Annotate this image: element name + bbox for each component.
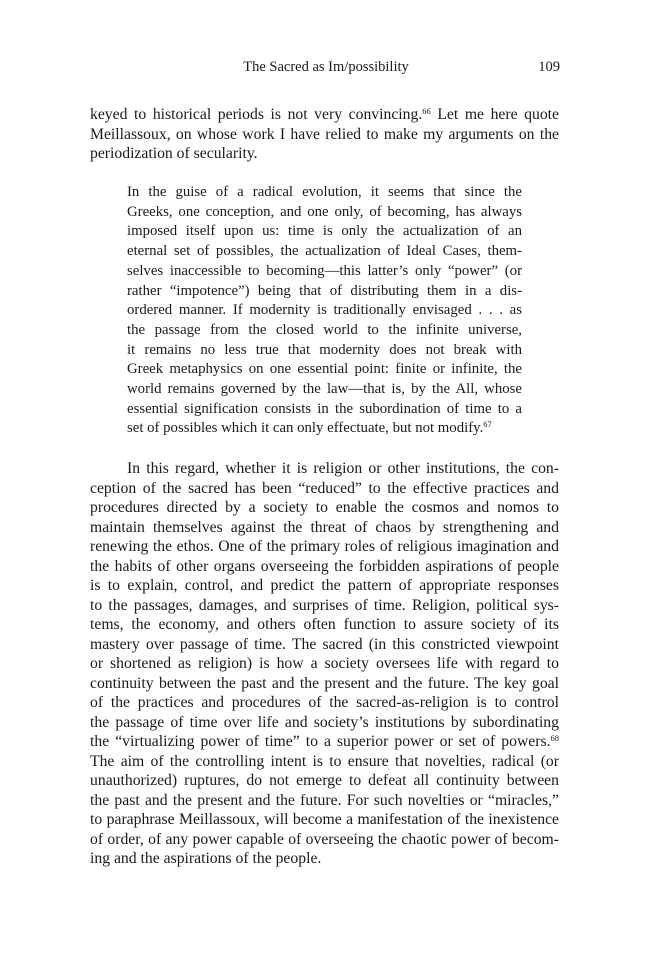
quote-line: rather “impotence”) being that of distributing them in a dis- bbox=[127, 282, 522, 299]
footnote-marker: 67 bbox=[483, 419, 492, 430]
paragraph-text: keyed to historical periods is not very convincing. bbox=[90, 106, 423, 123]
paragraph-line: the passage of time over life and society’s institutions by subordinating bbox=[90, 713, 559, 731]
paragraph-line: Meillassoux, on whose work I have relied to make my arguments on the bbox=[90, 125, 559, 143]
paragraph-line: periodization of secularity. bbox=[90, 145, 258, 162]
paragraph-line: procedures directed by a society to enable the cosmos and nomos to bbox=[90, 499, 559, 516]
quote-line: essential signification consists in the subordination of time to a bbox=[127, 400, 522, 417]
paragraph-line: renewing the ethos. One of the primary roles of religious imagination and bbox=[90, 538, 559, 555]
paragraph-line: of the practices and procedures of the sacred-as-religion is to control bbox=[90, 694, 559, 711]
footnote-marker: 68 bbox=[550, 733, 559, 743]
paragraph-line bbox=[90, 105, 559, 125]
quote-line: ordered manner. If modernity is traditionally envisaged . . . as bbox=[127, 302, 522, 319]
paragraph-text: Let me here quote bbox=[430, 106, 559, 123]
paragraph-line: tems, the economy, and others often function to assure society of its bbox=[90, 616, 559, 633]
quote-line: the passage from the closed world to the infinite universe, bbox=[127, 321, 522, 338]
quote-line: world remains governed by the law—that is, by the All, whose bbox=[127, 381, 522, 398]
paragraph-line: of order, of any power capable of overseeing the chaotic power of becom- bbox=[90, 830, 559, 848]
block-quote bbox=[127, 183, 522, 439]
paragraph-line: unauthorized) ruptures, do not emerge to defeat all continuity between bbox=[90, 772, 559, 789]
quote-line: Greeks, one conception, and one only, of becoming, has always bbox=[127, 203, 522, 220]
quote-line: In the guise of a radical evolution, it seems that since the bbox=[127, 184, 522, 200]
paragraph-line: or shortened as religion) is how a society oversees life with regard to bbox=[90, 655, 559, 672]
paragraph-line: to paraphrase Meillassoux, will become a manifestation of the inexistence bbox=[90, 811, 559, 828]
paragraph-line: mastery over passage of time. The sacred (in this constricted viewpoint bbox=[90, 635, 559, 653]
paragraph-line: ing and the aspirations of the people. bbox=[90, 850, 322, 867]
quote-line bbox=[127, 419, 522, 439]
quote-line: imposed itself upon us: time is only the actualization of an bbox=[127, 223, 522, 240]
quote-line: eternal set of possibles, the actualization of Ideal Cases, them- bbox=[127, 243, 522, 260]
quote-line: Greek metaphysics on one essential point: finite or infinite, the bbox=[127, 361, 522, 378]
paragraph-line: to the passages, damages, and surprises of time. Religion, political sys- bbox=[90, 596, 559, 614]
paragraph-line: The aim of the controlling intent is to ensure that novelties, radical (or bbox=[90, 752, 559, 770]
paragraph-line: maintain themselves against the threat of chaos by strengthening and bbox=[90, 518, 559, 536]
quote-text: set of possibles which it can only effectuate, but not modify. bbox=[127, 420, 484, 437]
paragraph-line: the habits of other organs overseeing the forbidden aspirations of people bbox=[90, 557, 559, 575]
paragraph-line: continuity between the past and the present and the future. The key goal bbox=[90, 674, 559, 692]
running-title: The Sacred as Im/possibility bbox=[243, 59, 409, 75]
footnote-marker: 66 bbox=[422, 106, 431, 116]
paragraph-intro bbox=[90, 105, 559, 164]
page-number: 109 bbox=[538, 59, 560, 75]
paragraph-line bbox=[90, 732, 559, 752]
quote-line: selves inaccessible to becoming—this latter’s only “power” (or bbox=[127, 262, 522, 279]
paragraph-line: ception of the sacred has been “reduced” to the effective practices and bbox=[90, 479, 559, 497]
paragraph-line: In this regard, whether it is religion or other institutions, the con- bbox=[127, 460, 559, 477]
paragraph-main bbox=[90, 459, 559, 869]
quote-line: it remains no less true that modernity does not break with bbox=[127, 341, 522, 358]
paragraph-line: the past and the present and the future. For such novelties or “miracles,” bbox=[90, 791, 559, 809]
running-head bbox=[0, 59, 650, 79]
paragraph-line: is to explain, control, and predict the pattern of appropriate responses bbox=[90, 577, 559, 594]
paragraph-text: the “virtualizing power of time” to a superior power or set of powers. bbox=[90, 733, 551, 750]
